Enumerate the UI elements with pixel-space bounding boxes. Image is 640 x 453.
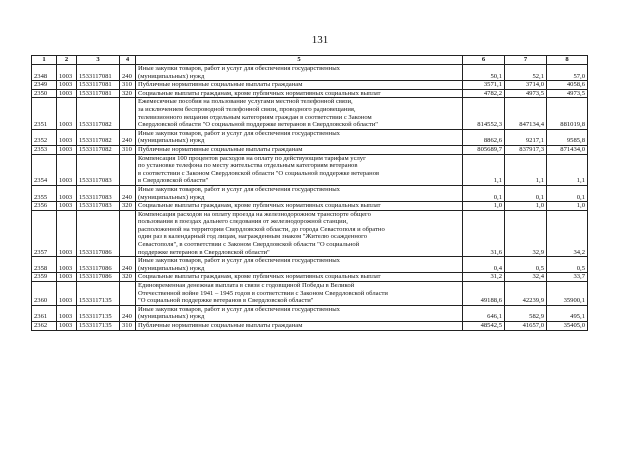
target-article-cell: 1533117081	[77, 65, 120, 81]
amount-col6-cell: 48542,5	[463, 322, 505, 331]
section-code-cell: 1003	[57, 129, 77, 145]
expense-name-line: за исключением беспроводной телефонной связи, проводного радиовещания,	[138, 105, 356, 113]
target-article-cell: 1533117135	[77, 282, 120, 306]
row-number-cell: 2359	[32, 273, 57, 282]
expense-name-cell	[136, 185, 463, 201]
amount-col6-cell: 49188,6	[463, 282, 505, 306]
expense-name-line: расположенной на территории Свердловской области, до города Севастополя и обратно	[138, 225, 385, 233]
amount-col6-cell: 646,1	[463, 305, 505, 321]
amount-col6-cell: 3571,1	[463, 81, 505, 90]
target-article-cell: 1533117086	[77, 273, 120, 282]
amount-col6-cell: 50,1	[463, 65, 505, 81]
expense-name-line: (муниципальных) нужд	[138, 313, 205, 321]
row-number-cell: 2357	[32, 210, 57, 257]
expense-name-line: (муниципальных) нужд	[138, 193, 205, 201]
expense-name-line: Социальные выплаты гражданам, кроме публичных нормативных социальных выплат	[138, 273, 381, 281]
expense-type-cell: 320	[120, 89, 136, 98]
expense-type-cell: 240	[120, 257, 136, 273]
amount-col7-cell: 4973,5	[505, 89, 547, 98]
amount-col7-cell: 1,1	[505, 154, 547, 185]
section-code-cell: 1003	[57, 145, 77, 154]
row-number-cell: 2353	[32, 145, 57, 154]
amount-col8-cell: 35900,1	[547, 282, 588, 306]
table-row	[32, 185, 588, 201]
column-header: 1	[32, 56, 57, 65]
column-header: 6	[463, 56, 505, 65]
row-number-cell: 2348	[32, 65, 57, 81]
expense-name-cell	[136, 273, 463, 282]
amount-col8-cell: 9585,8	[547, 129, 588, 145]
amount-col7-cell: 837917,3	[505, 145, 547, 154]
expense-name-line: Иные закупки товаров, работ и услуг для обеспечения государственных	[138, 305, 340, 313]
target-article-cell: 1533117083	[77, 154, 120, 185]
amount-col7-cell: 0,1	[505, 185, 547, 201]
expense-type-cell: 310	[120, 145, 136, 154]
expense-name-cell	[136, 154, 463, 185]
expense-type-cell: 310	[120, 81, 136, 90]
expense-name-cell	[136, 98, 463, 129]
row-number-cell: 2360	[32, 282, 57, 306]
expense-name-cell	[136, 81, 463, 90]
expense-type-cell: 240	[120, 305, 136, 321]
amount-col8-cell: 34,2	[547, 210, 588, 257]
section-code-cell: 1003	[57, 154, 77, 185]
section-code-cell: 1003	[57, 89, 77, 98]
row-number-cell: 2351	[32, 98, 57, 129]
expense-type-cell: 240	[120, 65, 136, 81]
amount-col7-cell: 9217,1	[505, 129, 547, 145]
amount-col7-cell: 52,1	[505, 65, 547, 81]
section-code-cell: 1003	[57, 81, 77, 90]
amount-col8-cell: 871434,0	[547, 145, 588, 154]
expense-type-cell: 320	[120, 202, 136, 211]
amount-col8-cell: 881019,8	[547, 98, 588, 129]
expense-name-line: Публичные нормативные социальные выплаты гражданам	[138, 81, 303, 89]
expense-name-cell	[136, 282, 463, 306]
target-article-cell: 1533117081	[77, 81, 120, 90]
expense-name-line: пользования в поездах дальнего следования от железнодорожной станции,	[138, 218, 348, 226]
amount-col6-cell: 1,1	[463, 154, 505, 185]
target-article-cell: 1533117082	[77, 129, 120, 145]
amount-col7-cell: 32,9	[505, 210, 547, 257]
section-code-cell: 1003	[57, 273, 77, 282]
amount-col6-cell: 31,6	[463, 210, 505, 257]
row-number-cell: 2352	[32, 129, 57, 145]
section-code-cell: 1003	[57, 257, 77, 273]
row-number-cell: 2358	[32, 257, 57, 273]
expense-name-cell	[136, 145, 463, 154]
column-header: 3	[77, 56, 120, 65]
row-number-cell: 2356	[32, 202, 57, 211]
amount-col6-cell: 4782,2	[463, 89, 505, 98]
amount-col8-cell: 35405,0	[547, 322, 588, 331]
amount-col7-cell: 1,0	[505, 202, 547, 211]
amount-col6-cell: 31,2	[463, 273, 505, 282]
target-article-cell: 1533117086	[77, 257, 120, 273]
target-article-cell: 1533117082	[77, 145, 120, 154]
target-article-cell: 1533117083	[77, 202, 120, 211]
budget-table	[31, 55, 588, 331]
section-code-cell: 1003	[57, 282, 77, 306]
column-header: 7	[505, 56, 547, 65]
amount-col8-cell: 1,0	[547, 202, 588, 211]
amount-col8-cell: 4058,6	[547, 81, 588, 90]
target-article-cell: 1533117082	[77, 98, 120, 129]
row-number-cell: 2349	[32, 81, 57, 90]
amount-col7-cell: 847134,4	[505, 98, 547, 129]
amount-col6-cell: 1,0	[463, 202, 505, 211]
page-number: 131	[311, 34, 329, 46]
amount-col6-cell: 8862,6	[463, 129, 505, 145]
table-row	[32, 145, 588, 154]
expense-name-cell	[136, 257, 463, 273]
expense-type-cell: 240	[120, 185, 136, 201]
table-row	[32, 273, 588, 282]
target-article-cell: 1533117135	[77, 322, 120, 331]
expense-type-cell	[120, 98, 136, 129]
expense-name-line: Свердловской области "О социальной поддержке ветеранов в Свердловской области"	[138, 121, 379, 129]
expense-name-line: один раз в календарный год лицам, награжденным знаком "Жителю осажденного	[138, 233, 368, 241]
target-article-cell: 1533117135	[77, 305, 120, 321]
expense-name-line: поддержке ветеранов в Свердловской области"	[138, 248, 270, 256]
expense-name-line: (муниципальных) нужд	[138, 137, 205, 145]
amount-col8-cell: 4973,5	[547, 89, 588, 98]
amount-col8-cell: 57,0	[547, 65, 588, 81]
expense-name-line: в Свердловской области"	[138, 177, 209, 185]
amount-col8-cell: 33,7	[547, 273, 588, 282]
expense-name-line: Публичные нормативные социальные выплаты гражданам	[138, 145, 303, 153]
section-code-cell: 1003	[57, 305, 77, 321]
row-number-cell: 2354	[32, 154, 57, 185]
table-row	[32, 257, 588, 273]
target-article-cell: 1533117083	[77, 185, 120, 201]
section-code-cell: 1003	[57, 65, 77, 81]
expense-name-cell	[136, 305, 463, 321]
table-row	[32, 129, 588, 145]
amount-col6-cell: 814552,3	[463, 98, 505, 129]
section-code-cell: 1003	[57, 98, 77, 129]
amount-col8-cell: 495,1	[547, 305, 588, 321]
expense-type-cell: 240	[120, 129, 136, 145]
column-header: 5	[136, 56, 463, 65]
row-number-cell: 2350	[32, 89, 57, 98]
amount-col6-cell: 0,4	[463, 257, 505, 273]
table-row	[32, 282, 588, 306]
section-code-cell: 1003	[57, 210, 77, 257]
target-article-cell: 1533117086	[77, 210, 120, 257]
section-code-cell: 1003	[57, 322, 77, 331]
expense-name-line: Иные закупки товаров, работ и услуг для обеспечения государственных	[138, 185, 340, 193]
expense-name-line: Иные закупки товаров, работ и услуг для обеспечения государственных	[138, 257, 340, 265]
table-row	[32, 89, 588, 98]
table-row	[32, 65, 588, 81]
expense-name-cell	[136, 89, 463, 98]
expense-name-line: Отечественной войне 1941 – 1945 годов в соответствии с Законом Свердловской области	[138, 289, 388, 297]
column-header: 2	[57, 56, 77, 65]
expense-name-cell	[136, 322, 463, 331]
target-article-cell: 1533117081	[77, 89, 120, 98]
expense-name-line: Иные закупки товаров, работ и услуг для обеспечения государственных	[138, 129, 340, 137]
amount-col7-cell: 32,4	[505, 273, 547, 282]
expense-name-cell	[136, 202, 463, 211]
amount-col8-cell: 1,1	[547, 154, 588, 185]
table-row	[32, 81, 588, 90]
amount-col6-cell: 0,1	[463, 185, 505, 201]
expense-name-line: "О социальной поддержке ветеранов в Свердловской области"	[138, 297, 314, 305]
expense-type-cell	[120, 154, 136, 185]
expense-name-line: Компенсация 100 процентов расходов на оплату по действующим тарифам услуг	[138, 154, 366, 162]
table-row	[32, 210, 588, 257]
expense-name-cell	[136, 65, 463, 81]
amount-col8-cell: 0,1	[547, 185, 588, 201]
expense-name-line: в соответствии с Законом Свердловской области "О социальной поддержке ветеранов	[138, 169, 380, 177]
expense-name-line: Компенсация расходов на оплату проезда на железнодорожном транспорте общего	[138, 210, 371, 218]
row-number-cell: 2362	[32, 322, 57, 331]
section-code-cell: 1003	[57, 185, 77, 201]
expense-type-cell: 310	[120, 322, 136, 331]
amount-col7-cell: 0,5	[505, 257, 547, 273]
column-header: 8	[547, 56, 588, 65]
column-header: 4	[120, 56, 136, 65]
amount-col6-cell: 805689,7	[463, 145, 505, 154]
expense-type-cell	[120, 210, 136, 257]
amount-col7-cell: 41657,0	[505, 322, 547, 331]
expense-name-line: Публичные нормативные социальные выплаты гражданам	[138, 322, 303, 329]
table-body	[32, 65, 588, 331]
expense-name-cell	[136, 129, 463, 145]
table-row	[32, 98, 588, 129]
expense-type-cell: 320	[120, 273, 136, 282]
expense-name-line: (муниципальных) нужд	[138, 72, 205, 80]
expense-name-line: телевизионного вещания отдельным категориям граждан в соответствии с Законом	[138, 113, 372, 121]
table-row	[32, 322, 588, 331]
expense-name-line: Социальные выплаты гражданам, кроме публичных нормативных социальных выплат	[138, 202, 381, 210]
amount-col7-cell: 42239,9	[505, 282, 547, 306]
expense-name-line: (муниципальных) нужд	[138, 264, 205, 272]
amount-col8-cell: 0,5	[547, 257, 588, 273]
expense-name-line: Ежемесячные пособия на пользование услугами местной телефонной связи,	[138, 98, 353, 106]
amount-col7-cell: 582,9	[505, 305, 547, 321]
table-row	[32, 305, 588, 321]
row-number-cell: 2361	[32, 305, 57, 321]
section-code-cell: 1003	[57, 202, 77, 211]
expense-type-cell	[120, 282, 136, 306]
row-number-cell: 2355	[32, 185, 57, 201]
table-header-row	[32, 56, 588, 65]
expense-name-line: Иные закупки товаров, работ и услуг для обеспечения государственных	[138, 65, 340, 72]
expense-name-line: Социальные выплаты гражданам, кроме публичных нормативных социальных выплат	[138, 89, 381, 97]
table-row	[32, 202, 588, 211]
expense-name-cell	[136, 210, 463, 257]
expense-name-line: по установке телефона по месту жительства отдельным категориям ветеранов	[138, 162, 358, 170]
expense-name-line: Севастополя", в соответствии с Законом Свердловской области "О социальной	[138, 241, 360, 249]
amount-col7-cell: 3714,0	[505, 81, 547, 90]
expense-name-line: Единовременная денежная выплата в связи с годовщиной Победы в Великой	[138, 282, 355, 290]
table-row	[32, 154, 588, 185]
